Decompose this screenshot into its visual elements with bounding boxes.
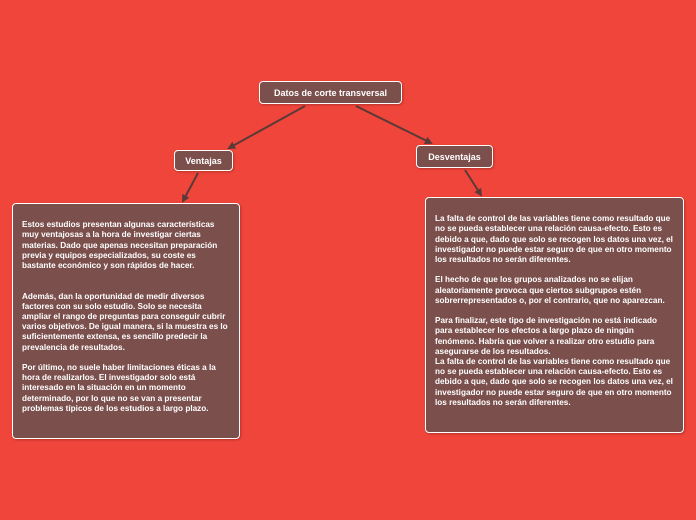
ventajas-node-label: Ventajas — [185, 155, 222, 166]
desventajas-detail-node[interactable] — [425, 197, 684, 433]
connector-root-ventajas — [229, 106, 305, 148]
desventajas-node[interactable] — [416, 145, 493, 168]
ventajas-detail-node[interactable] — [12, 203, 240, 439]
connector-root-desventajas — [356, 106, 431, 143]
ventajas-detail-text: Estos estudios presentan algunas características muy ventajosas a la hora de investigar ciertas materias. Dado que apenas necesitan preparación previa y equipos especializados, su coste es bastante económico y son rápidos de hacer. Además, dan la oportunidad de medir diversos factores con su solo estudio. Solo se necesita ampliar el rango de preguntas para conseguir cubrir varios objetivos. De igual manera, si la muestra es lo suficientemente extensa, es sencillo predecir la prevalencia de resultados. Por último, no suele haber limitaciones éticas a la hora de realizarlos. El investigador solo está interesado en la situación en un momento determinado, por lo que no se van a presentar problemas típicos de los estudios a largo plazo. — [22, 220, 228, 413]
ventajas-node[interactable] — [174, 150, 233, 171]
connector-ventajas-text — [183, 173, 198, 201]
connector-desventajas-text — [465, 170, 481, 195]
desventajas-detail-text: La falta de control de las variables tiene como resultado que no se pueda establecer una relación causa-efecto. Esto es debido a que, dado que solo se recogen los datos una vez, el investigador no puede estar seguro de que en otro momento los resultados no serán diferentes. El hecho de que los grupos analizados no se elijan aleatoriamente provoca que ciertos subgrupos estén sobrerrepresentados o, por el contrario, que no aparezcan. Para finalizar, este tipo de investigación no está indicado para establecer los efectos a largo plazo de ningún fenómeno. Habría que volver a realizar otro estudio para asegurarse de los resultados. La falta de control de las variables tiene como resultado que no se pueda establecer una relación causa-efecto. Esto es debido a que, dado que solo se recogen los datos una vez, el investigador no puede estar seguro de que en otro momento los resultados no serán diferentes. — [435, 214, 673, 407]
root-node-label: Datos de corte transversal — [273, 87, 388, 98]
root-node[interactable] — [259, 81, 402, 104]
desventajas-node-label: Desventajas — [428, 151, 481, 162]
